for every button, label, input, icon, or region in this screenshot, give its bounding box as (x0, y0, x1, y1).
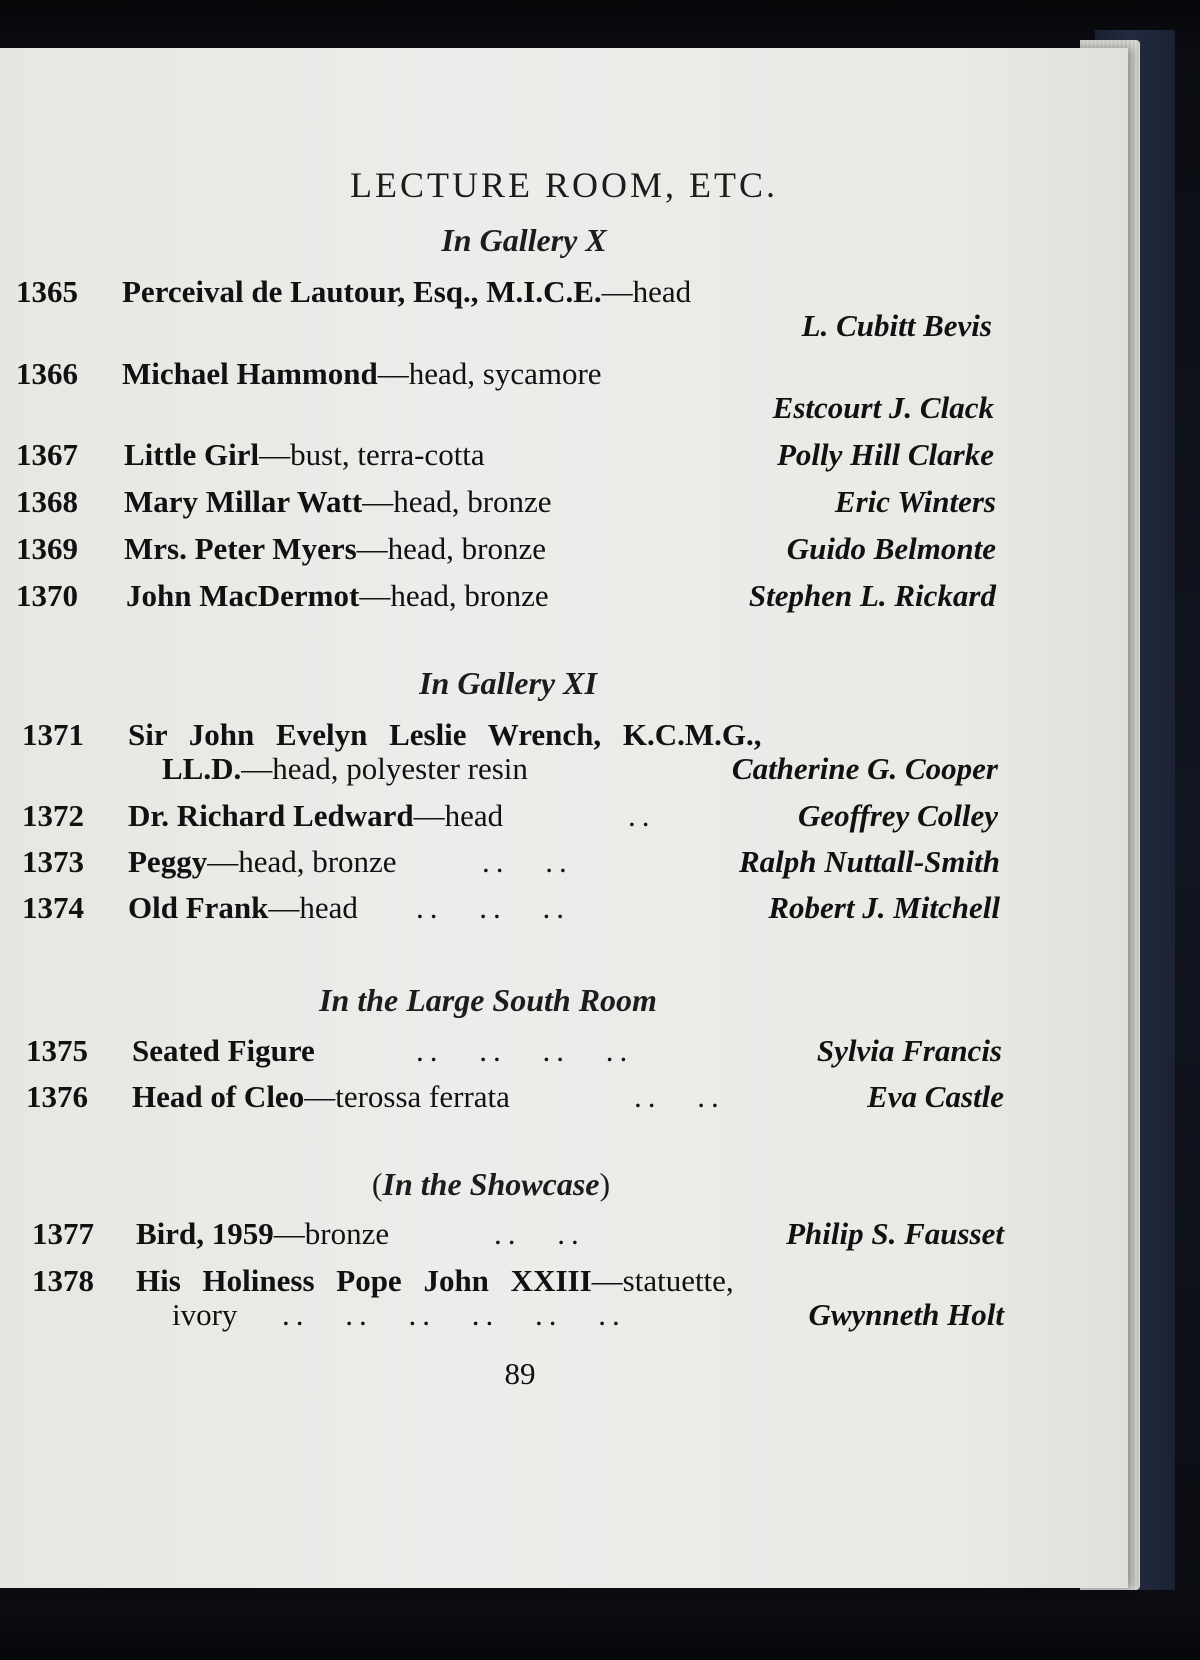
entry-medium: —bronze (273, 1216, 390, 1251)
entry-number: 1370 (16, 578, 78, 613)
entry-artist: Ralph Nuttall-Smith (738, 844, 1000, 879)
section-heading-large-south-room: In the Large South Room (319, 982, 657, 1018)
entry-artist: Eva Castle (867, 1079, 1004, 1114)
entry-title: Mrs. Peter Myers (124, 531, 357, 566)
catalogue-entry-1368 (0, 484, 996, 524)
entry-number: 1366 (16, 356, 78, 391)
entry-title: Michael Hammond (122, 356, 378, 391)
entry-number: 1368 (16, 484, 78, 519)
entry-artist: Gwynneth Holt (808, 1297, 1004, 1332)
entry-title: Peggy (128, 844, 208, 879)
entry-artist: Geoffrey Colley (798, 798, 998, 833)
leader-dots: .. .. .. .. (416, 1033, 634, 1068)
entry-artist: Sylvia Francis (816, 1033, 1002, 1068)
leader-dots: .. .. (494, 1216, 585, 1251)
entry-title: Sir John Evelyn Leslie Wrench, K.C.M.G., (128, 717, 762, 752)
entry-medium: —head, bronze (356, 531, 547, 566)
leader-dots: .. .. (634, 1079, 725, 1114)
close-parenthesis: ) (599, 1166, 611, 1202)
leader-dots: .. .. .. .. .. .. (282, 1297, 626, 1332)
entry-medium: —head, bronze (207, 844, 397, 879)
catalogue-entry-1369 (0, 531, 996, 571)
catalogue-entry-1376 (0, 1079, 1004, 1119)
entry-number: 1365 (16, 274, 78, 309)
entry-title: Seated Figure (132, 1033, 315, 1068)
catalogue-entry-1375 (0, 1033, 1002, 1073)
entry-artist: Estcourt J. Clack (772, 390, 994, 425)
entry-number: 1378 (32, 1263, 94, 1298)
showcase-heading-text: In the Showcase (382, 1166, 600, 1202)
entry-medium-continued: ivory (172, 1297, 238, 1332)
catalogue-entry-1366-artist-line (0, 390, 994, 430)
entry-medium: —head, sycamore (377, 356, 602, 391)
entry-artist: Robert J. Mitchell (768, 890, 1000, 925)
entry-title-continued: LL.D. (162, 751, 242, 786)
entry-number: 1376 (26, 1079, 88, 1114)
catalogue-entry-1378-cont (0, 1297, 1004, 1337)
entry-title: Bird, 1959 (136, 1216, 274, 1251)
section-heading-gallery-xi: In Gallery XI (419, 665, 597, 701)
entry-artist: Polly Hill Clarke (777, 437, 994, 472)
leader-dots: .. (628, 798, 656, 833)
leader-dots: .. .. (482, 844, 573, 879)
open-parenthesis: ( (371, 1166, 383, 1202)
entry-number: 1377 (32, 1216, 94, 1251)
entry-title: His Holiness Pope John XXIII (136, 1263, 592, 1298)
entry-title: Perceival de Lautour, Esq., M.I.C.E. (122, 274, 602, 309)
catalogue-entry-1374 (0, 890, 1000, 930)
entry-artist: Eric Winters (834, 484, 996, 519)
entry-medium: —head (413, 798, 504, 833)
catalogue-entry-1372 (0, 798, 998, 838)
entry-medium: —head, bronze (362, 484, 552, 519)
entry-title: Old Frank (128, 890, 269, 925)
entry-title: Mary Millar Watt (124, 484, 363, 519)
entry-number: 1374 (22, 890, 84, 925)
entry-medium: —head, polyester resin (241, 751, 528, 786)
entry-medium: —statuette, (591, 1263, 734, 1298)
entry-artist: Philip S. Fausset (786, 1216, 1004, 1251)
catalogue-entry-1365-artist-line (0, 308, 992, 348)
entry-medium: —head, bronze (359, 578, 549, 613)
leader-dots: .. .. .. (416, 890, 570, 925)
page-number: 89 (504, 1356, 536, 1391)
entry-medium: —head (601, 274, 692, 309)
catalogue-entry-1373 (0, 844, 1000, 884)
entry-number: 1373 (22, 844, 84, 879)
entry-number: 1369 (16, 531, 78, 566)
catalogue-entry-1367 (0, 437, 994, 477)
entry-title: Head of Cleo (132, 1079, 305, 1114)
entry-medium: —bust, terra-cotta (259, 437, 485, 472)
section-heading-gallery-x: In Gallery X (441, 222, 607, 258)
entry-title: Dr. Richard Ledward (128, 798, 414, 833)
page-title: LECTURE ROOM, ETC. (350, 165, 778, 205)
catalogue-entry-1370 (0, 578, 996, 618)
entry-artist: Catherine G. Cooper (731, 751, 998, 786)
catalogue-entry-1371-cont (0, 751, 998, 791)
entry-number: 1367 (16, 437, 78, 472)
entry-number: 1372 (22, 798, 84, 833)
entry-number: 1375 (26, 1033, 88, 1068)
entry-artist: L. Cubitt Bevis (801, 308, 992, 343)
entry-medium: —terossa ferrata (304, 1079, 510, 1114)
catalogue-entry-1377 (0, 1216, 1004, 1256)
entry-title: Little Girl (124, 437, 260, 472)
entry-number: 1371 (22, 717, 84, 752)
entry-medium: —head (268, 890, 358, 925)
entry-artist: Stephen L. Rickard (748, 578, 996, 613)
section-heading-showcase (0, 1166, 982, 1203)
entry-artist: Guido Belmonte (786, 531, 996, 566)
entry-title: John MacDermot (126, 578, 360, 613)
